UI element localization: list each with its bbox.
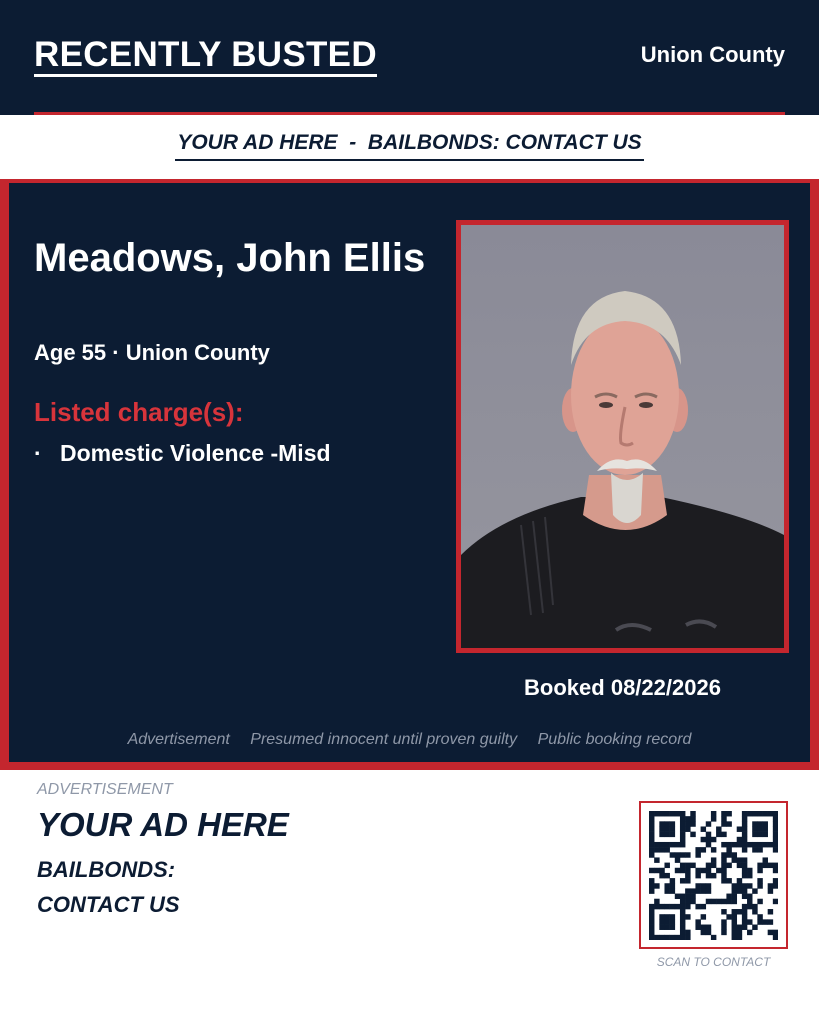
scan-to-contact-label: SCAN TO CONTACT bbox=[656, 955, 771, 969]
charge-item bbox=[34, 439, 331, 467]
booking-card-body bbox=[9, 183, 810, 762]
qr-code[interactable] bbox=[639, 801, 788, 949]
qr-code-icon[interactable] bbox=[649, 811, 778, 940]
age-county-line: Age 55 · Union County bbox=[34, 340, 270, 365]
ad-bailbonds-line[interactable]: BAILBONDS: bbox=[37, 857, 176, 882]
ad-headline[interactable]: YOUR AD HERE bbox=[37, 806, 289, 843]
ad-contact-line[interactable]: CONTACT US bbox=[37, 892, 180, 917]
booked-date: Booked 08/22/2026 bbox=[524, 675, 721, 700]
inmate-name: Meadows, John Ellis bbox=[34, 236, 426, 280]
brand-title: RECENTLY BUSTED bbox=[34, 36, 377, 77]
advertisement-label: ADVERTISEMENT bbox=[37, 781, 173, 798]
advertisement-note: Advertisement bbox=[127, 731, 230, 748]
mugshot-photo bbox=[461, 225, 784, 648]
charges-list bbox=[34, 439, 331, 467]
header-bar bbox=[0, 0, 819, 115]
booking-card bbox=[0, 179, 819, 770]
bullet-icon: · bbox=[34, 440, 42, 466]
public-record-note: Public booking record bbox=[537, 731, 692, 748]
top-ad-text[interactable]: YOUR AD HERE - BAILBONDS: CONTACT US bbox=[175, 131, 643, 161]
disclaimer-row bbox=[9, 731, 810, 749]
charges-heading: Listed charge(s): bbox=[34, 397, 244, 427]
mugshot-image bbox=[461, 225, 784, 648]
mugshot-frame bbox=[456, 220, 789, 653]
charge-label: Domestic Violence -Misd bbox=[60, 440, 331, 466]
presumed-innocent-note: Presumed innocent until proven guilty bbox=[250, 731, 518, 748]
county-label: Union County bbox=[640, 42, 785, 67]
top-ad-banner[interactable] bbox=[0, 115, 819, 179]
